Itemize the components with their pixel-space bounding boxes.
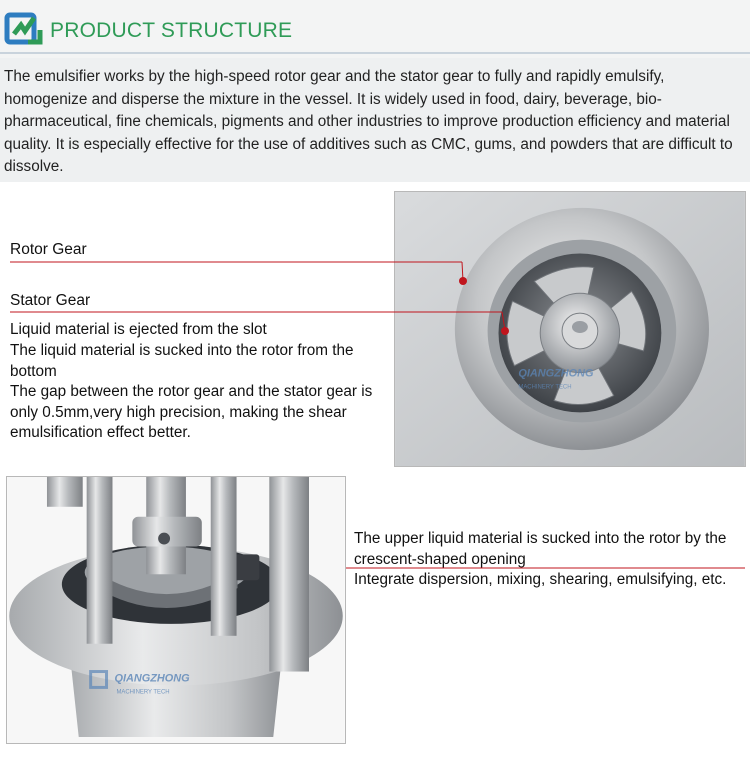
lower-integrate-text: Integrate dispersion, mixing, shearing, emulsifying, etc.	[354, 571, 727, 588]
page-title: PRODUCT STRUCTURE	[50, 19, 293, 42]
watermark-sub-bottom: MACHINERY TECH	[116, 689, 170, 696]
watermark-brand-top: QIANGZHONG	[518, 367, 594, 380]
detail-slot: Liquid material is ejected from the slot	[10, 321, 267, 338]
rotor-gear-label: Rotor Gear	[10, 241, 87, 258]
watermark-brand-bottom: QIANGZHONG	[114, 672, 190, 685]
lower-crescent-text: The upper liquid material is sucked into the rotor by the crescent-shaped opening	[354, 530, 727, 568]
shaft-assembly-photo	[6, 476, 346, 744]
watermark-sub-top: MACHINERY TECH	[518, 384, 572, 391]
brand-logo-icon	[4, 12, 44, 48]
detail-sucked-bottom: The liquid material is sucked into the rotor from the bottom	[10, 342, 354, 380]
header-divider	[0, 52, 750, 54]
rotor-stator-photo	[394, 191, 746, 467]
section-header	[0, 0, 750, 62]
stator-gear-label: Stator Gear	[10, 292, 91, 309]
intro-paragraph: The emulsifier works by the high-speed rotor gear and the stator gear to fully and rapidly emulsify, homogenize and disperse the mixture in the vessel. It is widely used in food, dairy, beverage, bio-pharmaceutical, fine chemicals, pigments and other industries to improve production efficiency and material quality. It is especially effective for the use of additives such as CMC, gums, and powders that are difficult to dissolve.	[4, 68, 733, 176]
detail-gap: The gap between the rotor gear and the stator gear is only 0.5mm,very high precision, making the shear emulsification effect better.	[10, 383, 373, 441]
